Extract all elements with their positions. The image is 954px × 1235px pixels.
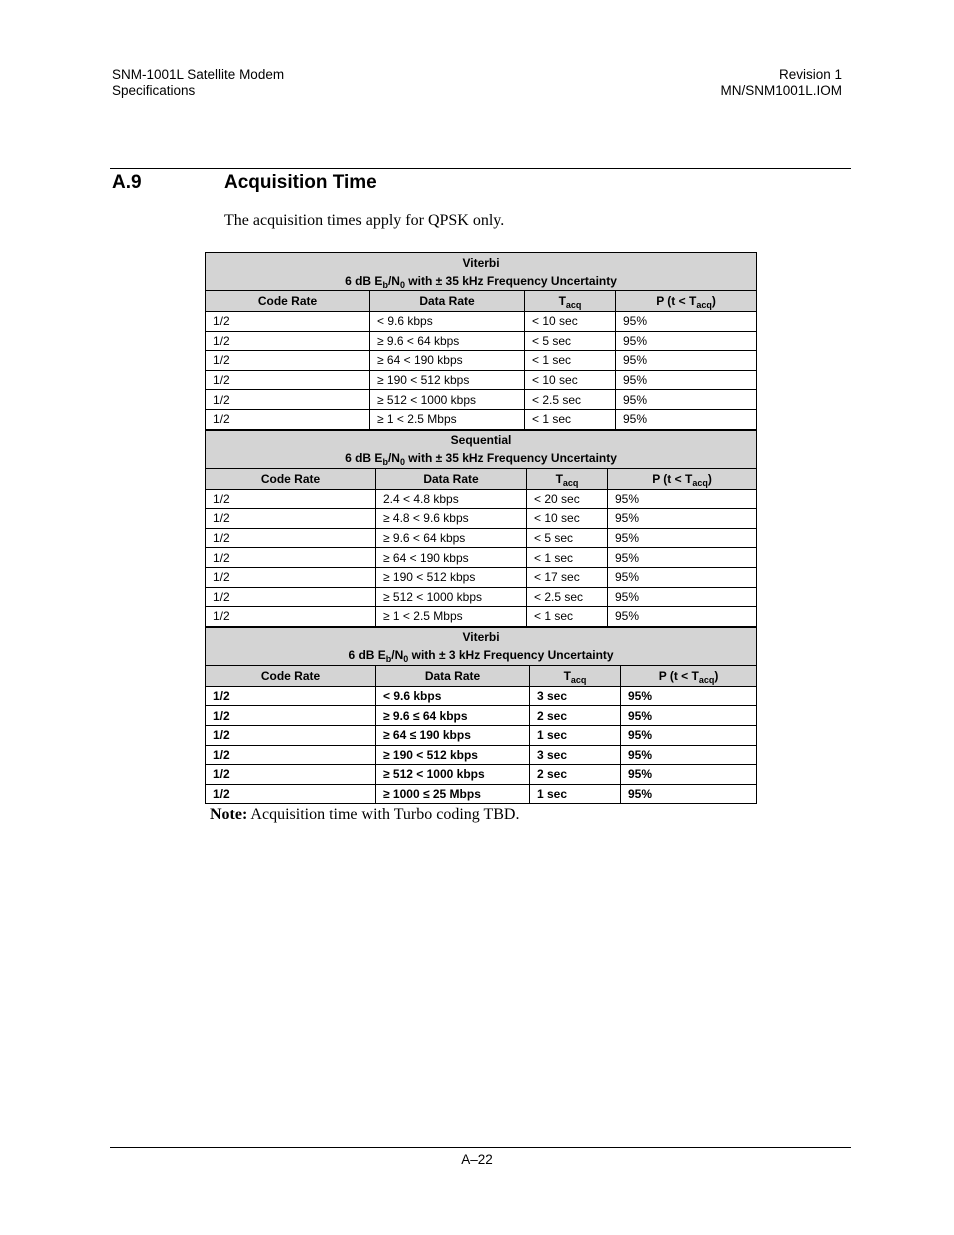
header-label: Code Rate xyxy=(260,668,321,683)
probability-cell: 95% xyxy=(616,409,757,429)
header-tacq xyxy=(525,291,616,312)
data-rate-cell: ≥ 64 < 190 kbps xyxy=(376,548,527,568)
sequential-35khz-table xyxy=(205,430,757,627)
code-rate-cell: 1/2 xyxy=(206,607,376,627)
data-rate-cell: ≥ 1 < 2.5 Mbps xyxy=(376,607,527,627)
viterbi-3khz-table xyxy=(205,627,757,805)
subtitle-subscript: b xyxy=(385,654,392,665)
data-rate-cell: ≥ 9.6 < 64 kbps xyxy=(370,331,525,351)
subtitle-subscript: 0 xyxy=(399,279,405,290)
header-label: P (t < T xyxy=(656,294,697,308)
header-label: T xyxy=(558,294,566,308)
tacq-cell: < 5 sec xyxy=(525,331,616,351)
table-subtitle xyxy=(206,272,756,290)
header-data-rate xyxy=(376,468,527,489)
table-title-row xyxy=(206,253,757,291)
header-code-rate xyxy=(206,468,376,489)
subtitle-subscript: b xyxy=(382,279,388,290)
code-rate-cell: 1/2 xyxy=(206,567,376,587)
table-row xyxy=(206,607,757,627)
header-tacq xyxy=(527,468,608,489)
table-header-row xyxy=(206,468,757,489)
probability-cell: 95% xyxy=(608,607,757,627)
note-text: Acquisition time with Turbo coding TBD. xyxy=(247,806,520,823)
data-rate-cell: ≥ 1 < 2.5 Mbps xyxy=(370,409,525,429)
table-row xyxy=(206,331,757,351)
data-rate-cell: ≥ 190 < 512 kbps xyxy=(376,745,530,765)
header-label: Data Rate xyxy=(419,294,475,308)
subtitle-part: with ± 35 kHz Frequency Uncertainty xyxy=(404,451,617,466)
code-rate-cell: 1/2 xyxy=(206,686,376,706)
tacq-cell: 3 sec xyxy=(530,745,621,765)
tacq-cell: < 10 sec xyxy=(525,312,616,332)
tacq-cell: < 2.5 sec xyxy=(527,587,608,607)
table-row xyxy=(206,765,757,785)
subtitle-part: with ± 35 kHz Frequency Uncertainty xyxy=(404,273,617,288)
doc-chapter-name: Specifications xyxy=(112,83,196,98)
data-rate-cell: ≥ 190 < 512 kbps xyxy=(376,567,527,587)
table-row xyxy=(206,489,757,509)
probability-cell: 95% xyxy=(616,390,757,410)
probability-cell: 95% xyxy=(621,765,757,785)
acquisition-tables xyxy=(205,252,756,804)
header-label: Data Rate xyxy=(423,471,479,486)
code-rate-cell: 1/2 xyxy=(206,509,376,529)
header-code-rate xyxy=(206,291,370,312)
table-subtitle xyxy=(206,449,756,467)
header-label: P (t < T xyxy=(652,471,693,486)
header-data-rate xyxy=(370,291,525,312)
tacq-cell: < 5 sec xyxy=(527,528,608,548)
tacq-cell: 1 sec xyxy=(530,784,621,804)
header-code-rate xyxy=(206,665,376,686)
header-label: ) xyxy=(707,471,712,486)
subtitle-part: 6 dB E xyxy=(345,273,383,288)
tacq-cell: 3 sec xyxy=(530,686,621,706)
probability-cell: 95% xyxy=(608,548,757,568)
table-title-row xyxy=(206,627,757,665)
header-data-rate xyxy=(376,665,530,686)
code-rate-cell: 1/2 xyxy=(206,370,370,390)
code-rate-cell: 1/2 xyxy=(206,587,376,607)
data-rate-cell: ≥ 512 < 1000 kbps xyxy=(376,765,530,785)
subtitle-part: /N xyxy=(391,648,404,663)
page-number: A–22 xyxy=(461,1152,493,1167)
header-subscript: acq xyxy=(696,300,712,310)
probability-cell: 95% xyxy=(616,331,757,351)
tacq-cell: 1 sec xyxy=(530,725,621,745)
table-row xyxy=(206,745,757,765)
data-rate-cell: ≥ 512 < 1000 kbps xyxy=(376,587,527,607)
probability-cell: 95% xyxy=(616,370,757,390)
probability-cell: 95% xyxy=(616,351,757,371)
probability-cell: 95% xyxy=(621,784,757,804)
data-rate-cell: < 9.6 kbps xyxy=(376,686,530,706)
table-header-row xyxy=(206,665,757,686)
code-rate-cell: 1/2 xyxy=(206,784,376,804)
probability-cell: 95% xyxy=(608,509,757,529)
section-intro: The acquisition times apply for QPSK only. xyxy=(224,212,505,229)
probability-cell: 95% xyxy=(608,528,757,548)
tacq-cell: < 2.5 sec xyxy=(525,390,616,410)
table-title-row xyxy=(206,430,757,468)
data-rate-cell: ≥ 9.6 < 64 kbps xyxy=(376,528,527,548)
data-rate-cell: ≥ 1000 ≤ 25 Mbps xyxy=(376,784,530,804)
code-rate-cell: 1/2 xyxy=(206,351,370,371)
table-row xyxy=(206,587,757,607)
table-subtitle xyxy=(206,646,756,664)
data-rate-cell: ≥ 4.8 < 9.6 kbps xyxy=(376,509,527,529)
table-row xyxy=(206,390,757,410)
header-label: Data Rate xyxy=(424,668,481,683)
subtitle-subscript: 0 xyxy=(399,457,405,468)
table-title-cell xyxy=(206,627,757,665)
tacq-cell: < 1 sec xyxy=(525,409,616,429)
probability-cell: 95% xyxy=(621,725,757,745)
code-rate-cell: 1/2 xyxy=(206,489,376,509)
probability-cell: 95% xyxy=(608,489,757,509)
table-row xyxy=(206,351,757,371)
code-rate-cell: 1/2 xyxy=(206,725,376,745)
table-row xyxy=(206,370,757,390)
subtitle-subscript: 0 xyxy=(403,654,409,665)
subtitle-part: 6 dB E xyxy=(345,451,383,466)
subtitle-part: 6 dB E xyxy=(348,648,386,663)
header-probability xyxy=(616,291,757,312)
probability-cell: 95% xyxy=(621,706,757,726)
header-label: ) xyxy=(714,668,719,683)
subtitle-part: /N xyxy=(387,273,400,288)
table-row xyxy=(206,686,757,706)
code-rate-cell: 1/2 xyxy=(206,706,376,726)
data-rate-cell: ≥ 512 < 1000 kbps xyxy=(370,390,525,410)
note-label: Note: xyxy=(210,806,248,823)
data-rate-cell: < 9.6 kbps xyxy=(370,312,525,332)
header-subscript: acq xyxy=(698,674,715,685)
header-label: T xyxy=(555,471,563,486)
data-rate-cell: ≥ 64 < 190 kbps xyxy=(370,351,525,371)
tacq-cell: < 20 sec xyxy=(527,489,608,509)
doc-revision: Revision 1 xyxy=(778,67,842,82)
header-label: Code Rate xyxy=(257,294,318,308)
table-row xyxy=(206,312,757,332)
table-title-cell xyxy=(206,253,757,291)
header-tacq xyxy=(530,665,621,686)
probability-cell: 95% xyxy=(621,745,757,765)
subtitle-subscript: b xyxy=(382,457,388,468)
table-row xyxy=(206,548,757,568)
doc-manual-number: MN/SNM1001L.IOM xyxy=(720,83,842,98)
data-rate-cell: ≥ 190 < 512 kbps xyxy=(370,370,525,390)
section-divider xyxy=(110,168,851,169)
code-rate-cell: 1/2 xyxy=(206,331,370,351)
code-rate-cell: 1/2 xyxy=(206,745,376,765)
tacq-cell: < 10 sec xyxy=(525,370,616,390)
header-probability xyxy=(621,665,757,686)
code-rate-cell: 1/2 xyxy=(206,409,370,429)
code-rate-cell: 1/2 xyxy=(206,528,376,548)
header-subscript: acq xyxy=(562,477,579,488)
subtitle-part: /N xyxy=(387,451,400,466)
tacq-cell: < 1 sec xyxy=(527,548,608,568)
footer-divider xyxy=(110,1147,851,1148)
table-row xyxy=(206,509,757,529)
header-label: ) xyxy=(711,294,716,308)
header-label: Code Rate xyxy=(260,471,321,486)
probability-cell: 95% xyxy=(621,686,757,706)
tacq-cell: < 10 sec xyxy=(527,509,608,529)
header-probability xyxy=(608,468,757,489)
header-label: T xyxy=(563,668,571,683)
code-rate-cell: 1/2 xyxy=(206,312,370,332)
document-header-left xyxy=(112,67,284,99)
code-rate-cell: 1/2 xyxy=(206,765,376,785)
probability-cell: 95% xyxy=(608,567,757,587)
section-title: Acquisition Time xyxy=(224,172,377,193)
table-row xyxy=(206,725,757,745)
note xyxy=(210,806,519,824)
doc-product-name: SNM-1001L Satellite Modem xyxy=(112,67,285,82)
table-title-cell xyxy=(206,430,757,468)
tacq-cell: < 1 sec xyxy=(527,607,608,627)
tacq-cell: 2 sec xyxy=(530,765,621,785)
table-row xyxy=(206,528,757,548)
header-subscript: acq xyxy=(570,674,587,685)
table-title: Sequential xyxy=(450,433,512,448)
header-label: P (t < T xyxy=(658,668,699,683)
code-rate-cell: 1/2 xyxy=(206,548,376,568)
header-subscript: acq xyxy=(565,300,582,310)
probability-cell: 95% xyxy=(608,587,757,607)
section-number: A.9 xyxy=(112,172,142,193)
probability-cell: 95% xyxy=(616,312,757,332)
tacq-cell: < 1 sec xyxy=(525,351,616,371)
tacq-cell: 2 sec xyxy=(530,706,621,726)
data-rate-cell: ≥ 9.6 ≤ 64 kbps xyxy=(376,706,530,726)
table-row xyxy=(206,784,757,804)
data-rate-cell: ≥ 64 ≤ 190 kbps xyxy=(376,725,530,745)
table-header-row xyxy=(206,291,757,312)
table-title: Viterbi xyxy=(462,630,500,645)
document-header-right xyxy=(720,67,842,99)
table-row xyxy=(206,409,757,429)
table-title: Viterbi xyxy=(462,255,500,270)
data-rate-cell: 2.4 < 4.8 kbps xyxy=(376,489,527,509)
subtitle-part: with ± 3 kHz Frequency Uncertainty xyxy=(408,648,614,663)
viterbi-35khz-table xyxy=(205,252,757,430)
tacq-cell: < 17 sec xyxy=(527,567,608,587)
code-rate-cell: 1/2 xyxy=(206,390,370,410)
header-subscript: acq xyxy=(692,477,708,488)
table-row xyxy=(206,706,757,726)
table-row xyxy=(206,567,757,587)
